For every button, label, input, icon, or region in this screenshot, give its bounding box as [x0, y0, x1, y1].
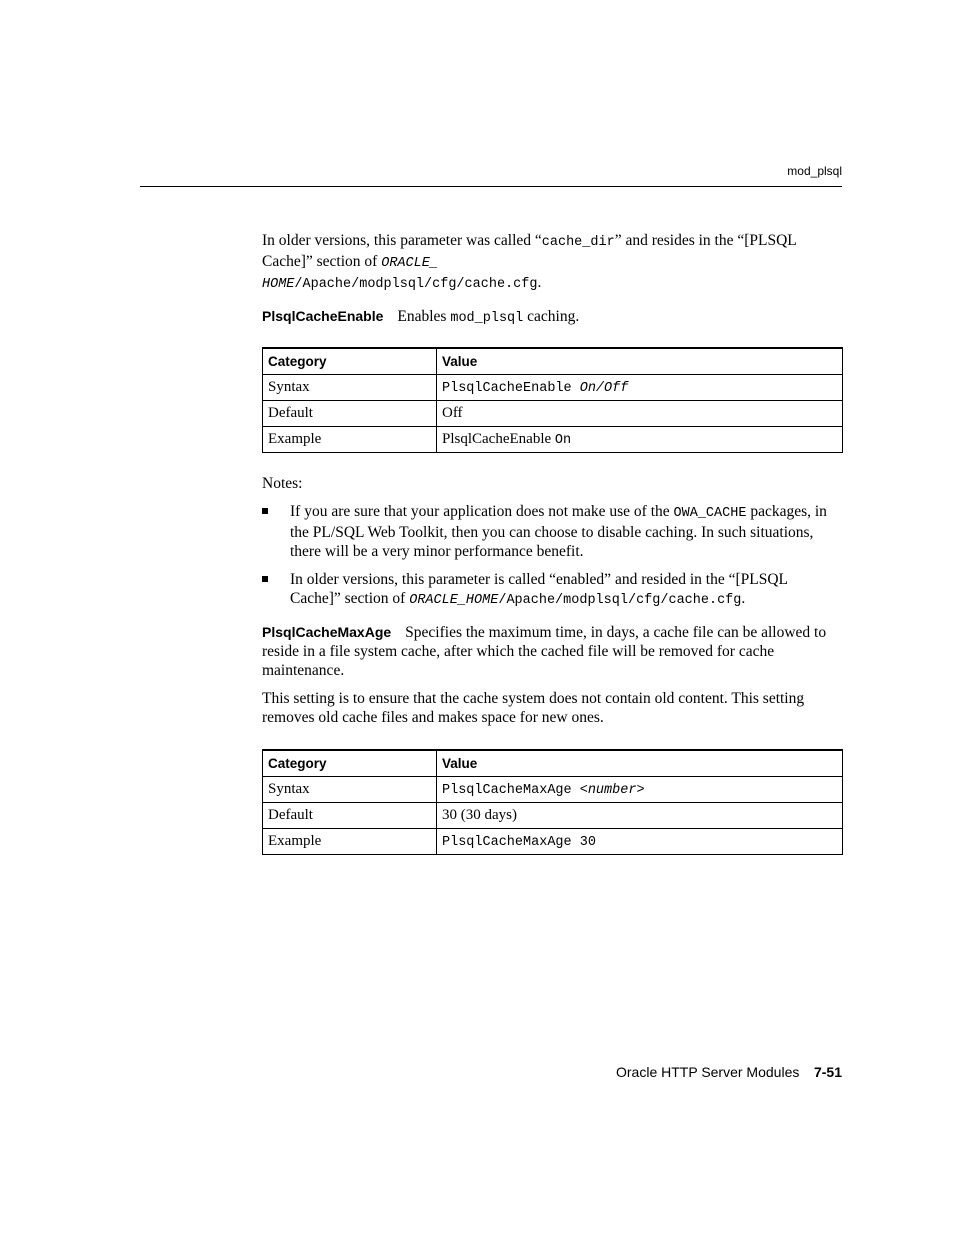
table-row: [263, 401, 843, 427]
code-run: OWA_CACHE: [673, 506, 747, 521]
cell-value: [437, 427, 843, 453]
cell-value: [437, 375, 843, 401]
intro-paragraph: [262, 231, 842, 294]
text-run: caching.: [523, 308, 580, 325]
text-run: Specifies the maximum time, in days, a cache file can be allowed to reside in a file system cache, after which the cached file will be removed for cache maintenance.: [262, 624, 827, 679]
text-run: In older versions, this parameter is called “enabled” and resided in the “[PLSQL Cache]” section of: [290, 571, 788, 607]
page-number: 7-51: [813, 1064, 842, 1080]
column-header-category: Category: [263, 348, 437, 375]
parameter-term: PlsqlCacheEnable: [262, 308, 384, 324]
italic-code-run: ORACLE_HOME: [409, 593, 499, 608]
cell-category: Example: [263, 829, 437, 855]
cell-category: Example: [263, 427, 437, 453]
parameter-term: PlsqlCacheMaxAge: [262, 624, 392, 640]
text-run: .: [741, 590, 746, 607]
code-run: On: [554, 433, 572, 448]
table-row: [263, 375, 843, 401]
column-header-category: Category: [263, 750, 437, 777]
text-run: ” and resides in the “[PLSQL Cache]” section of: [262, 232, 797, 270]
cell-value: Off: [437, 401, 843, 427]
bullet-icon: [262, 576, 268, 582]
text-run: In older versions, this parameter was called “: [262, 232, 542, 249]
list-item: [262, 570, 842, 610]
code-run: cache_dir: [541, 235, 615, 250]
text-run: .: [537, 274, 542, 291]
cell-category: Syntax: [263, 777, 437, 803]
maxage-explanation: This setting is to ensure that the cache system does not contain old content. This setting removes old cache files and makes space for new ones.: [262, 690, 805, 726]
running-header: mod_plsql: [787, 164, 842, 178]
code-run: /Apache/modplsql/cfg/cache.cfg: [294, 277, 538, 292]
italic-code-run: <number>: [579, 783, 645, 798]
code-run: PlsqlCacheMaxAge: [442, 783, 580, 798]
table-header-row: [263, 750, 843, 777]
plsqlcacheenable-table: [262, 347, 843, 453]
cell-value: [437, 829, 843, 855]
table-row: [263, 829, 843, 855]
notes-list: [262, 502, 842, 619]
code-run: PlsqlCacheEnable: [442, 381, 580, 396]
text-run: packages, in the PL/SQL Web Toolkit, then you can choose to disable caching. In such situations, there will be a very minor performance benefit.: [290, 503, 827, 560]
code-run: PlsqlCacheMaxAge 30: [442, 835, 596, 850]
cell-value: 30 (30 days): [437, 803, 843, 829]
bullet-icon: [262, 508, 268, 514]
text-run: If you are sure that your application does not make use of the: [290, 503, 674, 520]
table-header-row: [263, 348, 843, 375]
code-run: /Apache/modplsql/cfg/cache.cfg: [498, 593, 742, 608]
table-row: [263, 427, 843, 453]
list-item: [262, 502, 842, 561]
italic-code-run: ORACLE_: [381, 256, 438, 271]
text-run: Enables: [397, 308, 451, 325]
plsqlcachemaxage-table: [262, 749, 843, 855]
cell-category: Syntax: [263, 375, 437, 401]
italic-code-run: On/Off: [579, 381, 629, 396]
column-header-value: Value: [437, 348, 843, 375]
column-header-value: Value: [437, 750, 843, 777]
table-row: [263, 777, 843, 803]
italic-code-run: HOME: [262, 277, 295, 292]
code-run: mod_plsql: [450, 311, 524, 326]
footer-title: Oracle HTTP Server Modules: [616, 1064, 800, 1080]
cell-category: Default: [263, 401, 437, 427]
cell-category: Default: [263, 803, 437, 829]
plsqlcachemaxage-paragraph: [262, 623, 842, 680]
table-row: [263, 803, 843, 829]
plsqlcacheenable-paragraph: [262, 307, 842, 328]
text-run: PlsqlCacheEnable: [442, 431, 555, 447]
header-rule: [140, 186, 842, 187]
cell-value: [437, 777, 843, 803]
notes-label: Notes:: [262, 475, 303, 492]
